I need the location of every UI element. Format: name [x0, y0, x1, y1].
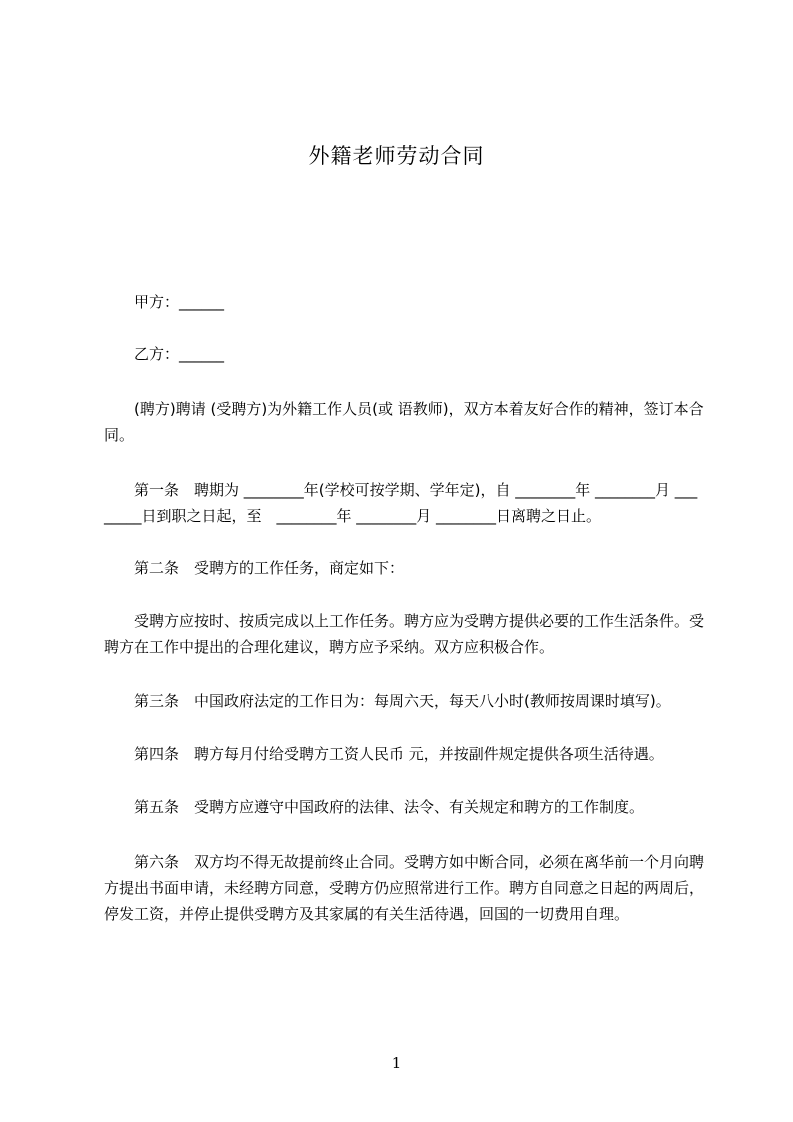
party-a-line: 甲方：______: [104, 293, 225, 311]
document-title: 外籍老师劳动合同: [308, 144, 485, 168]
article-4: 第四条 聘方每月付给受聘方工资人民币 元，并按副件规定提供各项生活待遇。: [104, 745, 664, 763]
article-2: 第二条 受聘方的工作任务，商定如下：: [104, 559, 405, 577]
article-2-detail: 受聘方应按时、按质完成以上工作任务。聘方应为受聘方提供必要的工作生活条件。受聘方在工作中提出的合理化建议，聘方应予采纳。双方应积极合作。: [104, 612, 705, 656]
page-number: 1: [391, 1054, 402, 1072]
article-1: 第一条 聘期为 ________年(学校可按学期、学年定)，自 ________年 ________月 ________日到职之日起，至 ________年 ________月 ________日离聘之日止。: [104, 481, 698, 525]
party-b-line: 乙方：______: [104, 345, 225, 363]
intro-paragraph: (聘方)聘请 (受聘方)为外籍工作人员(或 语教师)，双方本着友好合作的精神，签订本合同。: [104, 400, 704, 444]
article-3: 第三条 中国政府法定的工作日为：每周六天，每天八小时(教师按周课时填写)。: [104, 692, 671, 710]
article-6: 第六条 双方均不得无故提前终止合同。受聘方如中断合同，必须在离华前一个月向聘方提出书面申请，未经聘方同意，受聘方仍应照常进行工作。聘方自同意之日起的两周后，停发工资，并停止提供受聘方及其家属的有关生活待遇，回国的一切费用自理。: [104, 853, 705, 923]
article-5: 第五条 受聘方应遵守中国政府的法律、法令、有关规定和聘方的工作制度。: [104, 798, 645, 816]
